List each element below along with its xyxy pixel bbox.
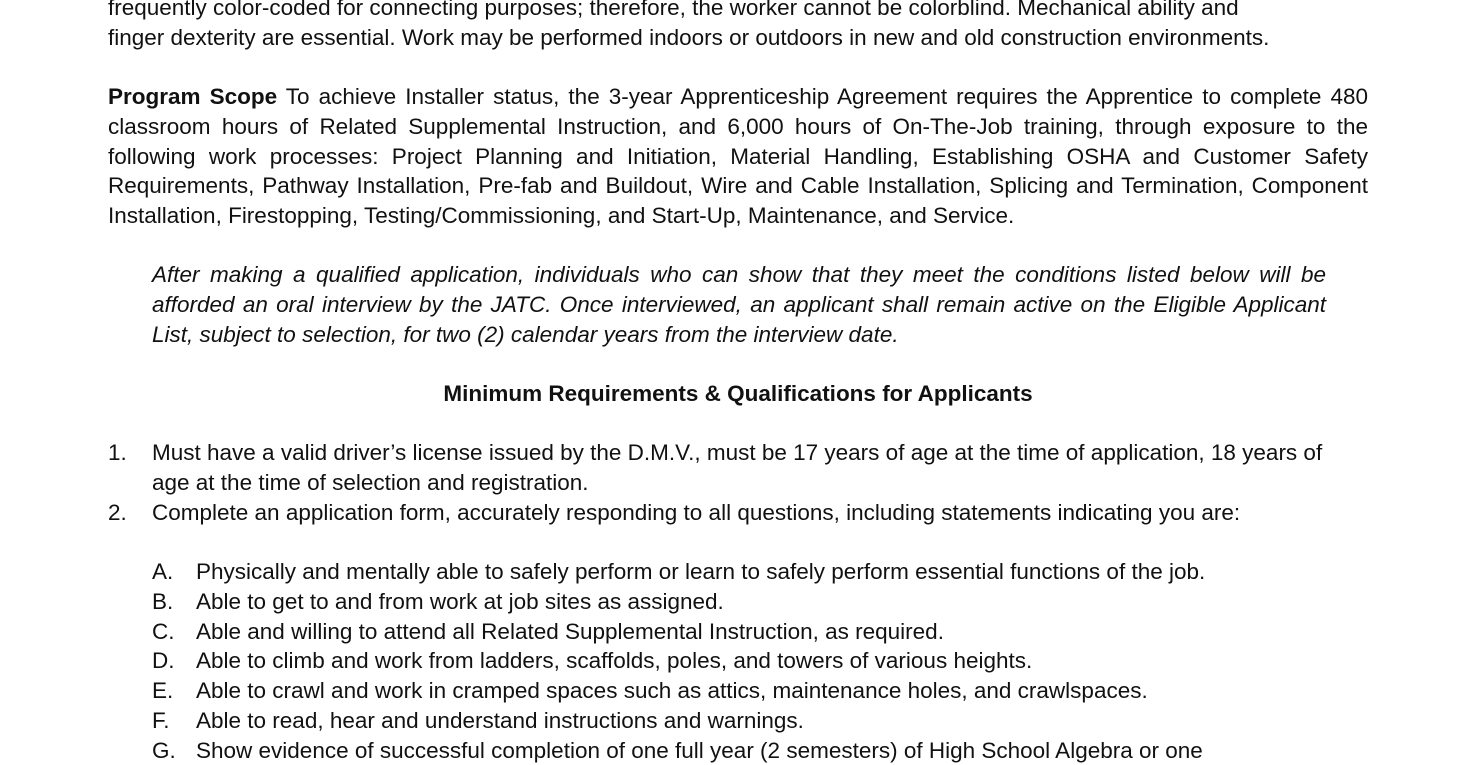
sub-list-text: Able to crawl and work in cramped spaces such as attics, maintenance holes, and crawlspaces. (196, 676, 1368, 706)
sub-list-letter: C. (152, 617, 196, 647)
sub-list-item (152, 676, 1368, 706)
intro-line-1: frequently color-coded for connecting purposes; therefore, the worker cannot be colorblind. Mechanical ability and (108, 0, 1368, 23)
program-scope-text: To achieve Installer status, the 3-year Apprenticeship Agreement requires the Apprentice to complete 480 classroom hours of Related Supplemental Instruction, and 6,000 hours of On-The-Job training, through exposure to the following work processes: Project Planning and Initiation, Material Handling, Establishing OSHA and Customer Safety Requirements, Pathway Installation, Pre-fab and Buildout, Wire and Cable Installation, Splicing and Termination, Component Installation, Firestopping, Testing/Commissioning, and Start-Up, Maintenance, and Service. (108, 84, 1368, 228)
spacer (108, 528, 1368, 558)
sub-list-text: Able and willing to attend all Related Supplemental Instruction, as required. (196, 617, 1368, 647)
list-item-text: Must have a valid driver’s license issued by the D.M.V., must be 17 years of age at the time of application, 18 years of age at the time of selection and registration. (152, 438, 1368, 497)
sub-list-text: Physically and mentally able to safely perform or learn to safely perform essential functions of the job. (196, 557, 1368, 587)
intro-line-2: finger dexterity are essential. Work may be performed indoors or outdoors in new and old construction environments. (108, 23, 1368, 53)
sub-list-letter: F. (152, 706, 196, 736)
sub-list (152, 557, 1368, 765)
interview-note: After making a qualified application, individuals who can show that they meet the conditions listed below will be afforded an oral interview by the JATC. Once interviewed, an applicant shall remain active on the Eligible Applicant List, subject to selection, for two (2) calendar years from the interview date. (152, 260, 1326, 349)
list-item (108, 498, 1368, 528)
list-item-number: 2. (108, 498, 152, 528)
sub-list-letter: D. (152, 646, 196, 676)
spacer (108, 52, 1368, 82)
spacer (108, 409, 1368, 439)
sub-list-item (152, 646, 1368, 676)
sub-list-text: Able to climb and work from ladders, scaffolds, poles, and towers of various heights. (196, 646, 1368, 676)
sub-list-item (152, 587, 1368, 617)
spacer (108, 349, 1368, 379)
sub-list-item (152, 706, 1368, 736)
sub-list-item (152, 736, 1368, 765)
sub-list-item (152, 617, 1368, 647)
program-scope-label: Program Scope (108, 84, 277, 109)
list-item-number: 1. (108, 438, 152, 497)
program-scope-paragraph (108, 82, 1368, 231)
requirements-heading: Minimum Requirements & Qualifications for Applicants (108, 379, 1368, 409)
sub-list-text: Able to get to and from work at job sites as assigned. (196, 587, 1368, 617)
sub-list-item (152, 557, 1368, 587)
sub-list-text: Able to read, hear and understand instructions and warnings. (196, 706, 1368, 736)
sub-list-text: Show evidence of successful completion of one full year (2 semesters) of High School Algebra or one (196, 736, 1368, 765)
list-item (108, 438, 1368, 497)
document-page (108, 0, 1368, 765)
sub-list-letter: G. (152, 736, 196, 765)
list-item-text: Complete an application form, accurately responding to all questions, including statements indicating you are: (152, 498, 1368, 528)
sub-list-letter: E. (152, 676, 196, 706)
spacer (108, 231, 1368, 261)
sub-list-letter: B. (152, 587, 196, 617)
sub-list-letter: A. (152, 557, 196, 587)
